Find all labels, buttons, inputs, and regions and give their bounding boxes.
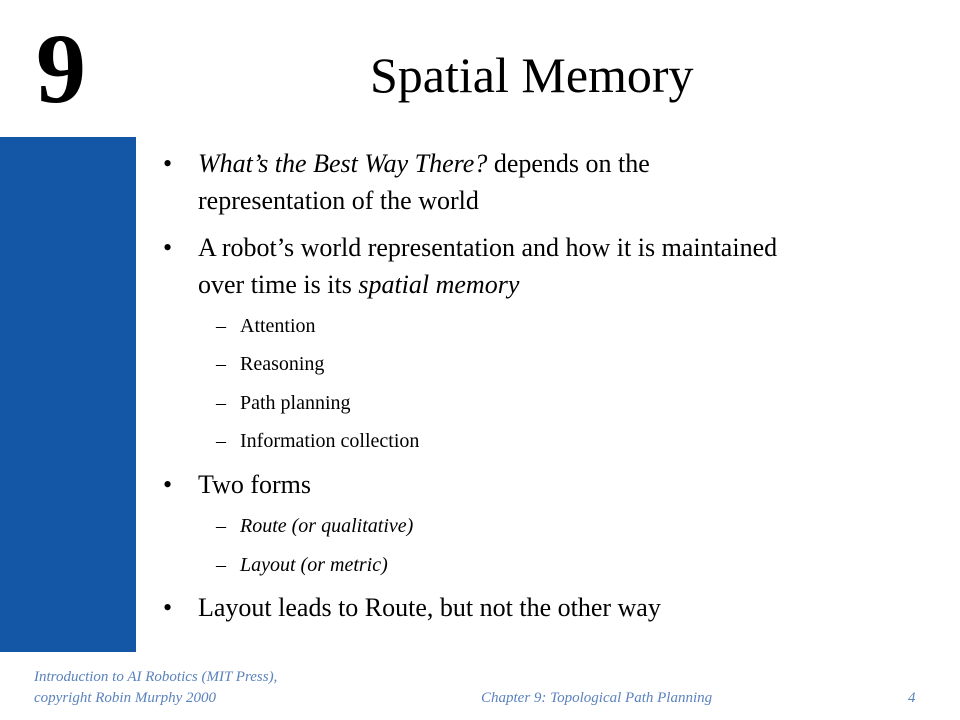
bullet-1-rest: depends on the — [487, 149, 650, 178]
bullet-1-line-2: representation of the world — [198, 186, 479, 215]
bullet-3-line-1: Two forms — [198, 470, 312, 499]
footer-credit-line-1: Introduction to AI Robotics (MIT Press), — [34, 669, 278, 685]
side-accent-bar — [0, 137, 136, 652]
bullet-marker: • — [163, 470, 173, 499]
sub-item-dash: – — [216, 353, 226, 375]
chapter-number: 9 — [36, 13, 86, 124]
sub-item-dash: – — [216, 515, 226, 537]
bullet-1-line-1 — [198, 145, 938, 182]
sub-item-attention: Attention — [240, 315, 316, 337]
footer-credit — [34, 667, 277, 709]
page-number: 4 — [908, 690, 916, 706]
sub-item-dash: – — [216, 392, 226, 414]
bullet-marker: • — [163, 149, 173, 178]
sub-item-dash: – — [216, 430, 226, 452]
bullet-1-italic-phrase: What’s the Best Way There? — [198, 149, 488, 178]
sub-item-dash: – — [216, 554, 226, 576]
bullet-2-line-2 — [198, 266, 938, 303]
sub-item-information-collection: Information collection — [240, 430, 420, 452]
sub-item-dash: – — [216, 315, 226, 337]
slide-title: Spatial Memory — [370, 47, 694, 103]
footer-credit-line-2: copyright Robin Murphy 2000 — [34, 690, 217, 706]
bullet-marker: • — [163, 593, 173, 622]
sub-item-reasoning: Reasoning — [240, 353, 325, 375]
sub-item-path-planning: Path planning — [240, 392, 351, 414]
footer-chapter: Chapter 9: Topological Path Planning — [481, 690, 713, 706]
bullet-2-line-1: A robot’s world representation and how it is maintained — [198, 233, 778, 262]
bullet-4-line-1: Layout leads to Route, but not the other way — [198, 593, 661, 622]
bullet-2-italic-term: spatial memory — [358, 270, 520, 299]
bullet-2-prefix: over time is its — [198, 270, 359, 299]
sub-item-layout: Layout (or metric) — [240, 554, 388, 576]
bullet-marker: • — [163, 233, 173, 262]
sub-item-route: Route (or qualitative) — [240, 515, 414, 537]
